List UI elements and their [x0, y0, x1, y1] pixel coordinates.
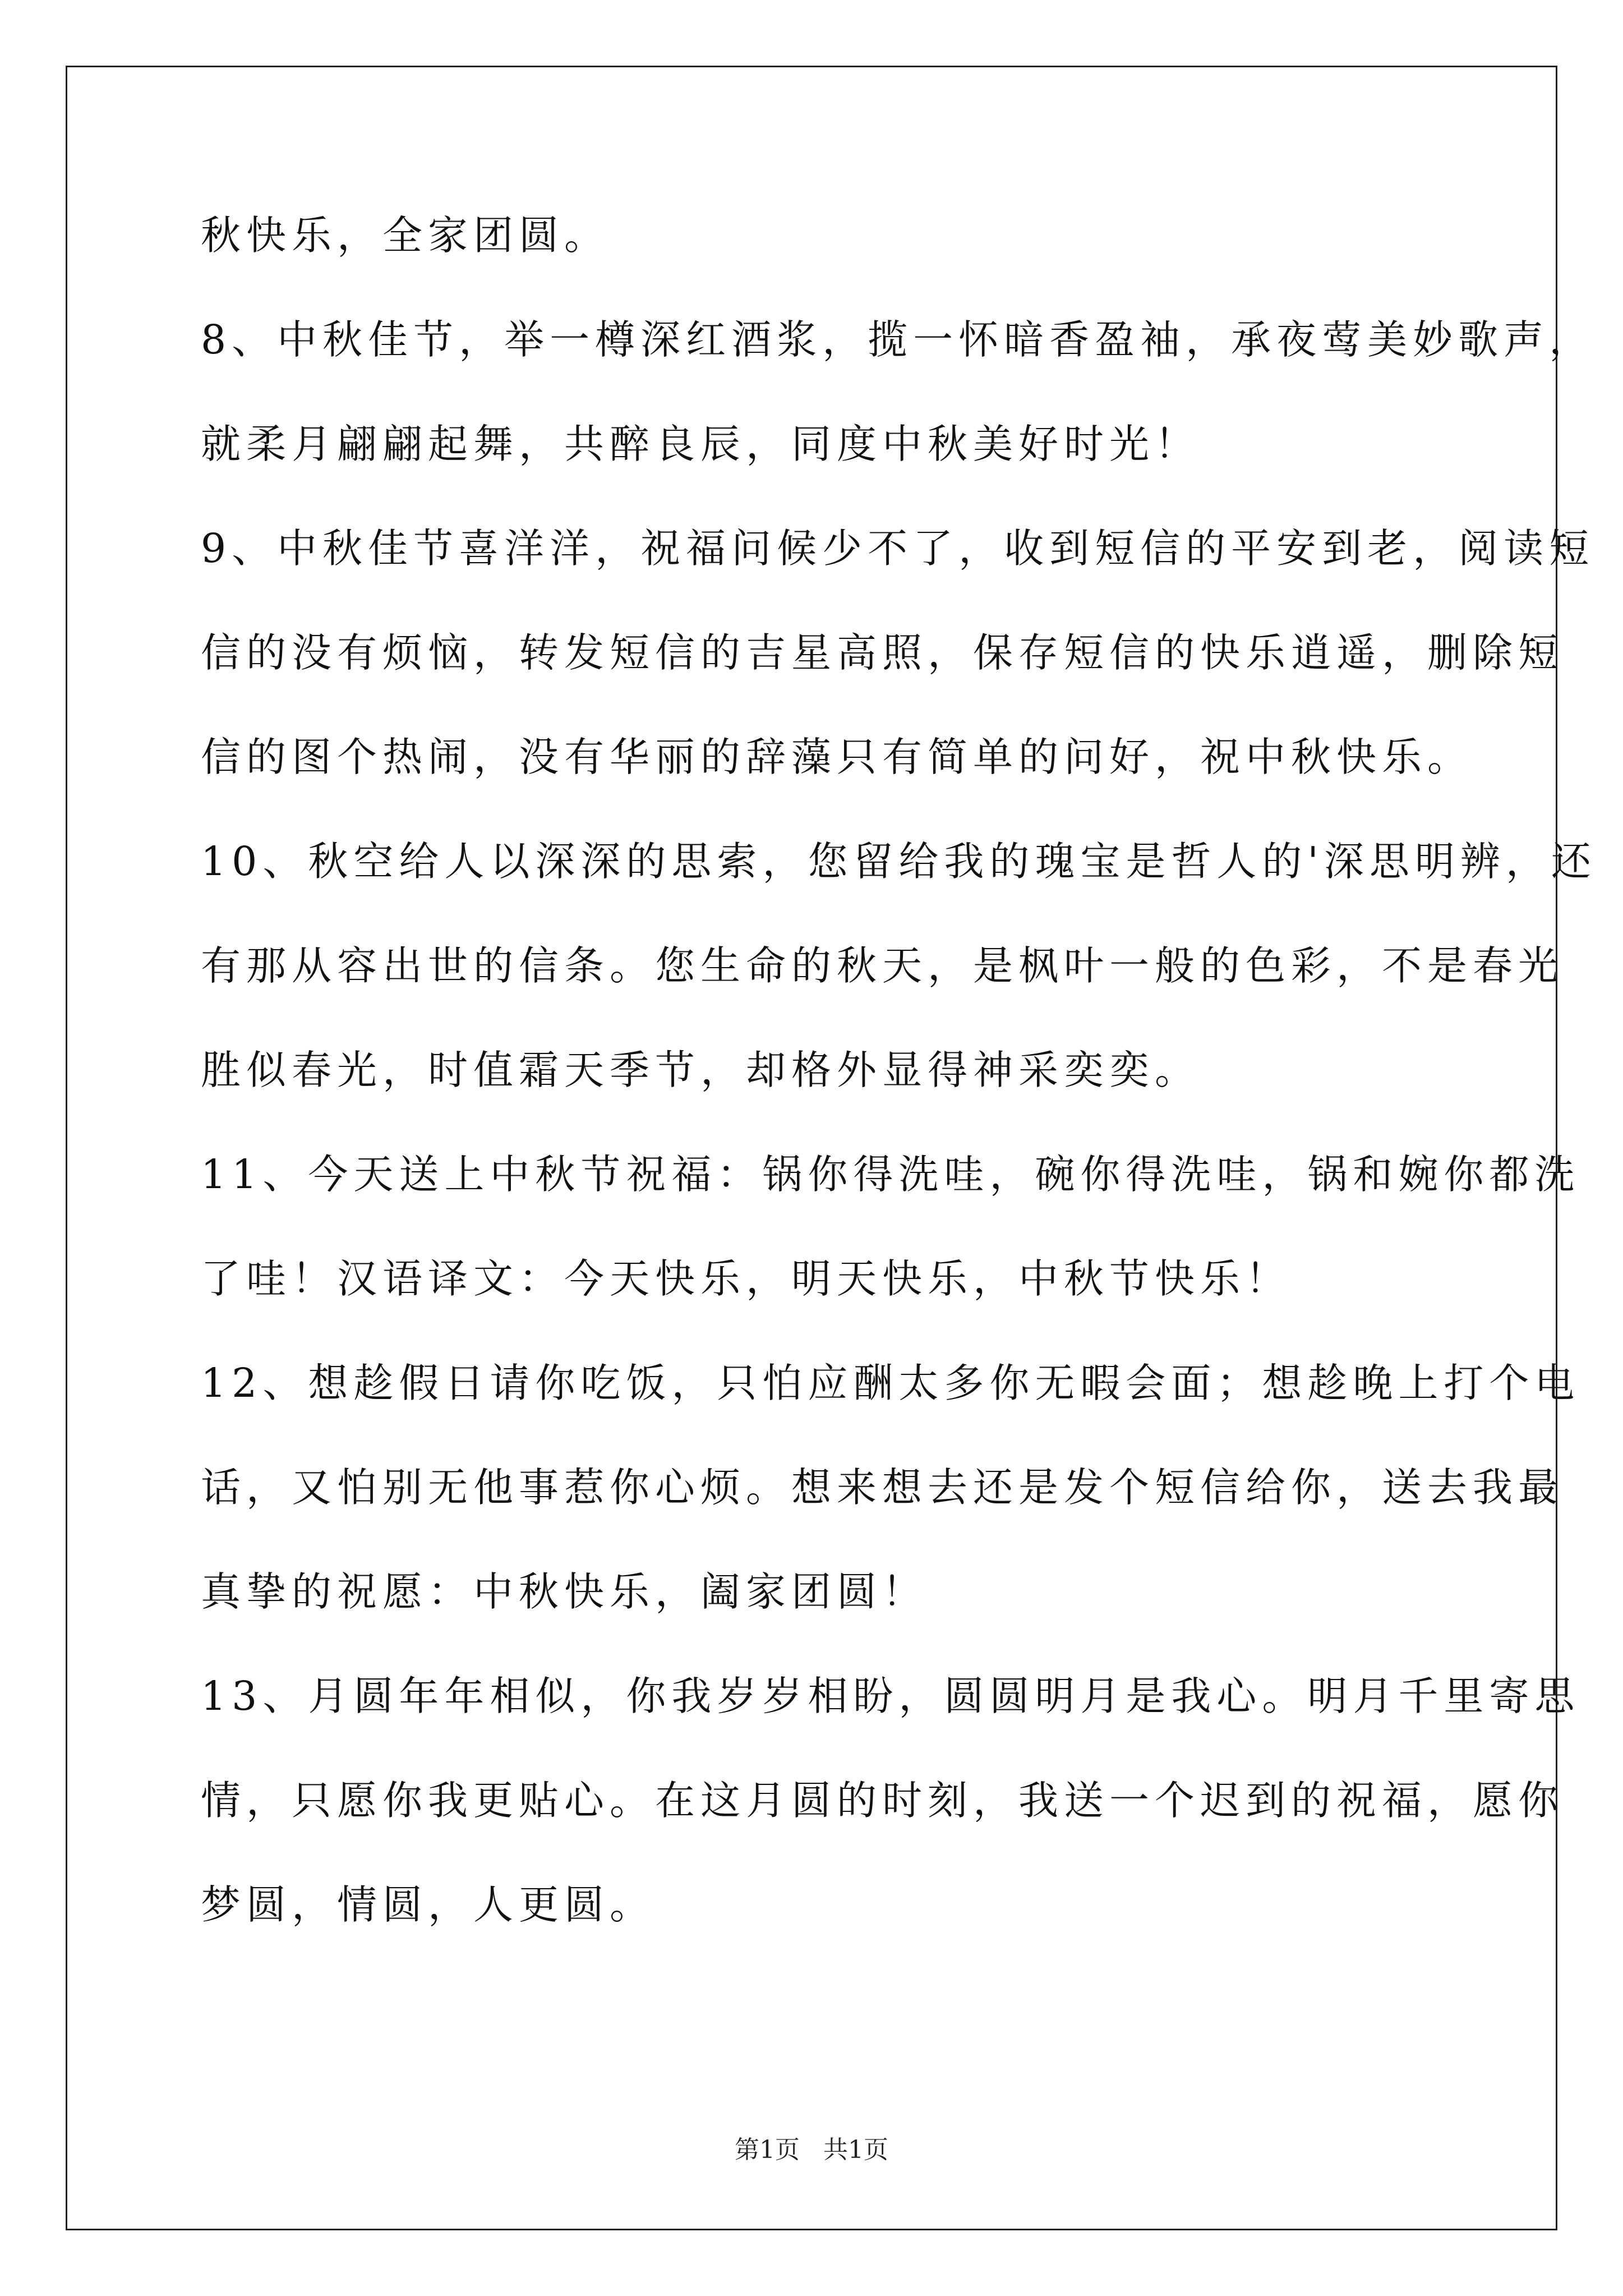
- text-line: 就柔月翩翩起舞，共醉良辰，同度中秋美好时光！: [201, 421, 1201, 467]
- text-line: 情，只愿你我更贴心。在这月圆的时刻，我送一个迟到的祝福，愿你: [201, 1777, 1564, 1824]
- text-line: 10、秋空给人以深深的思索，您留给我的瑰宝是哲人的'深思明辨，还: [201, 838, 1597, 885]
- text-line: 梦圆，情圆，人更圆。: [201, 1881, 656, 1928]
- text-line: 13、月圆年年相似，你我岁岁相盼，圆圆明月是我心。明月千里寄思: [201, 1673, 1580, 1719]
- text-line: 有那从容出世的信条。您生命的秋天，是枫叶一般的色彩，不是春光: [201, 942, 1564, 989]
- text-line: 了哇！汉语译文：今天快乐，明天快乐，中秋节快乐！: [201, 1255, 1292, 1302]
- text-line: 胜似春光，时值霜天季节，却格外显得神采奕奕。: [201, 1047, 1201, 1093]
- text-line: 12、想趁假日请你吃饭，只怕应酬太多你无暇会面；想趁晚上打个电: [201, 1360, 1580, 1406]
- text-line: 话，又怕别无他事惹你心烦。想来想去还是发个短信给你，送去我最: [201, 1464, 1564, 1511]
- text-line: 8、中秋佳节，举一樽深红酒浆，揽一怀暗香盈袖，承夜莺美妙歌声，: [201, 316, 1595, 363]
- page-footer: 第1页 共1页: [735, 2136, 888, 2164]
- text-line: 真挚的祝愿：中秋快乐，阖家团圆！: [201, 1568, 928, 1615]
- text-line: 信的没有烦恼，转发短信的吉星高照，保存短信的快乐逍遥，删除短: [201, 629, 1564, 676]
- text-line: 秋快乐，全家团圆。: [201, 212, 610, 259]
- text-line: 9、中秋佳节喜洋洋，祝福问候少不了，收到短信的平安到老，阅读短: [201, 525, 1595, 572]
- text-line: 11、今天送上中秋节祝福：锅你得洗哇，碗你得洗哇，锅和婉你都洗: [201, 1151, 1580, 1198]
- text-line: 信的图个热闹，没有华丽的辞藻只有简单的问好，祝中秋快乐。: [201, 734, 1473, 780]
